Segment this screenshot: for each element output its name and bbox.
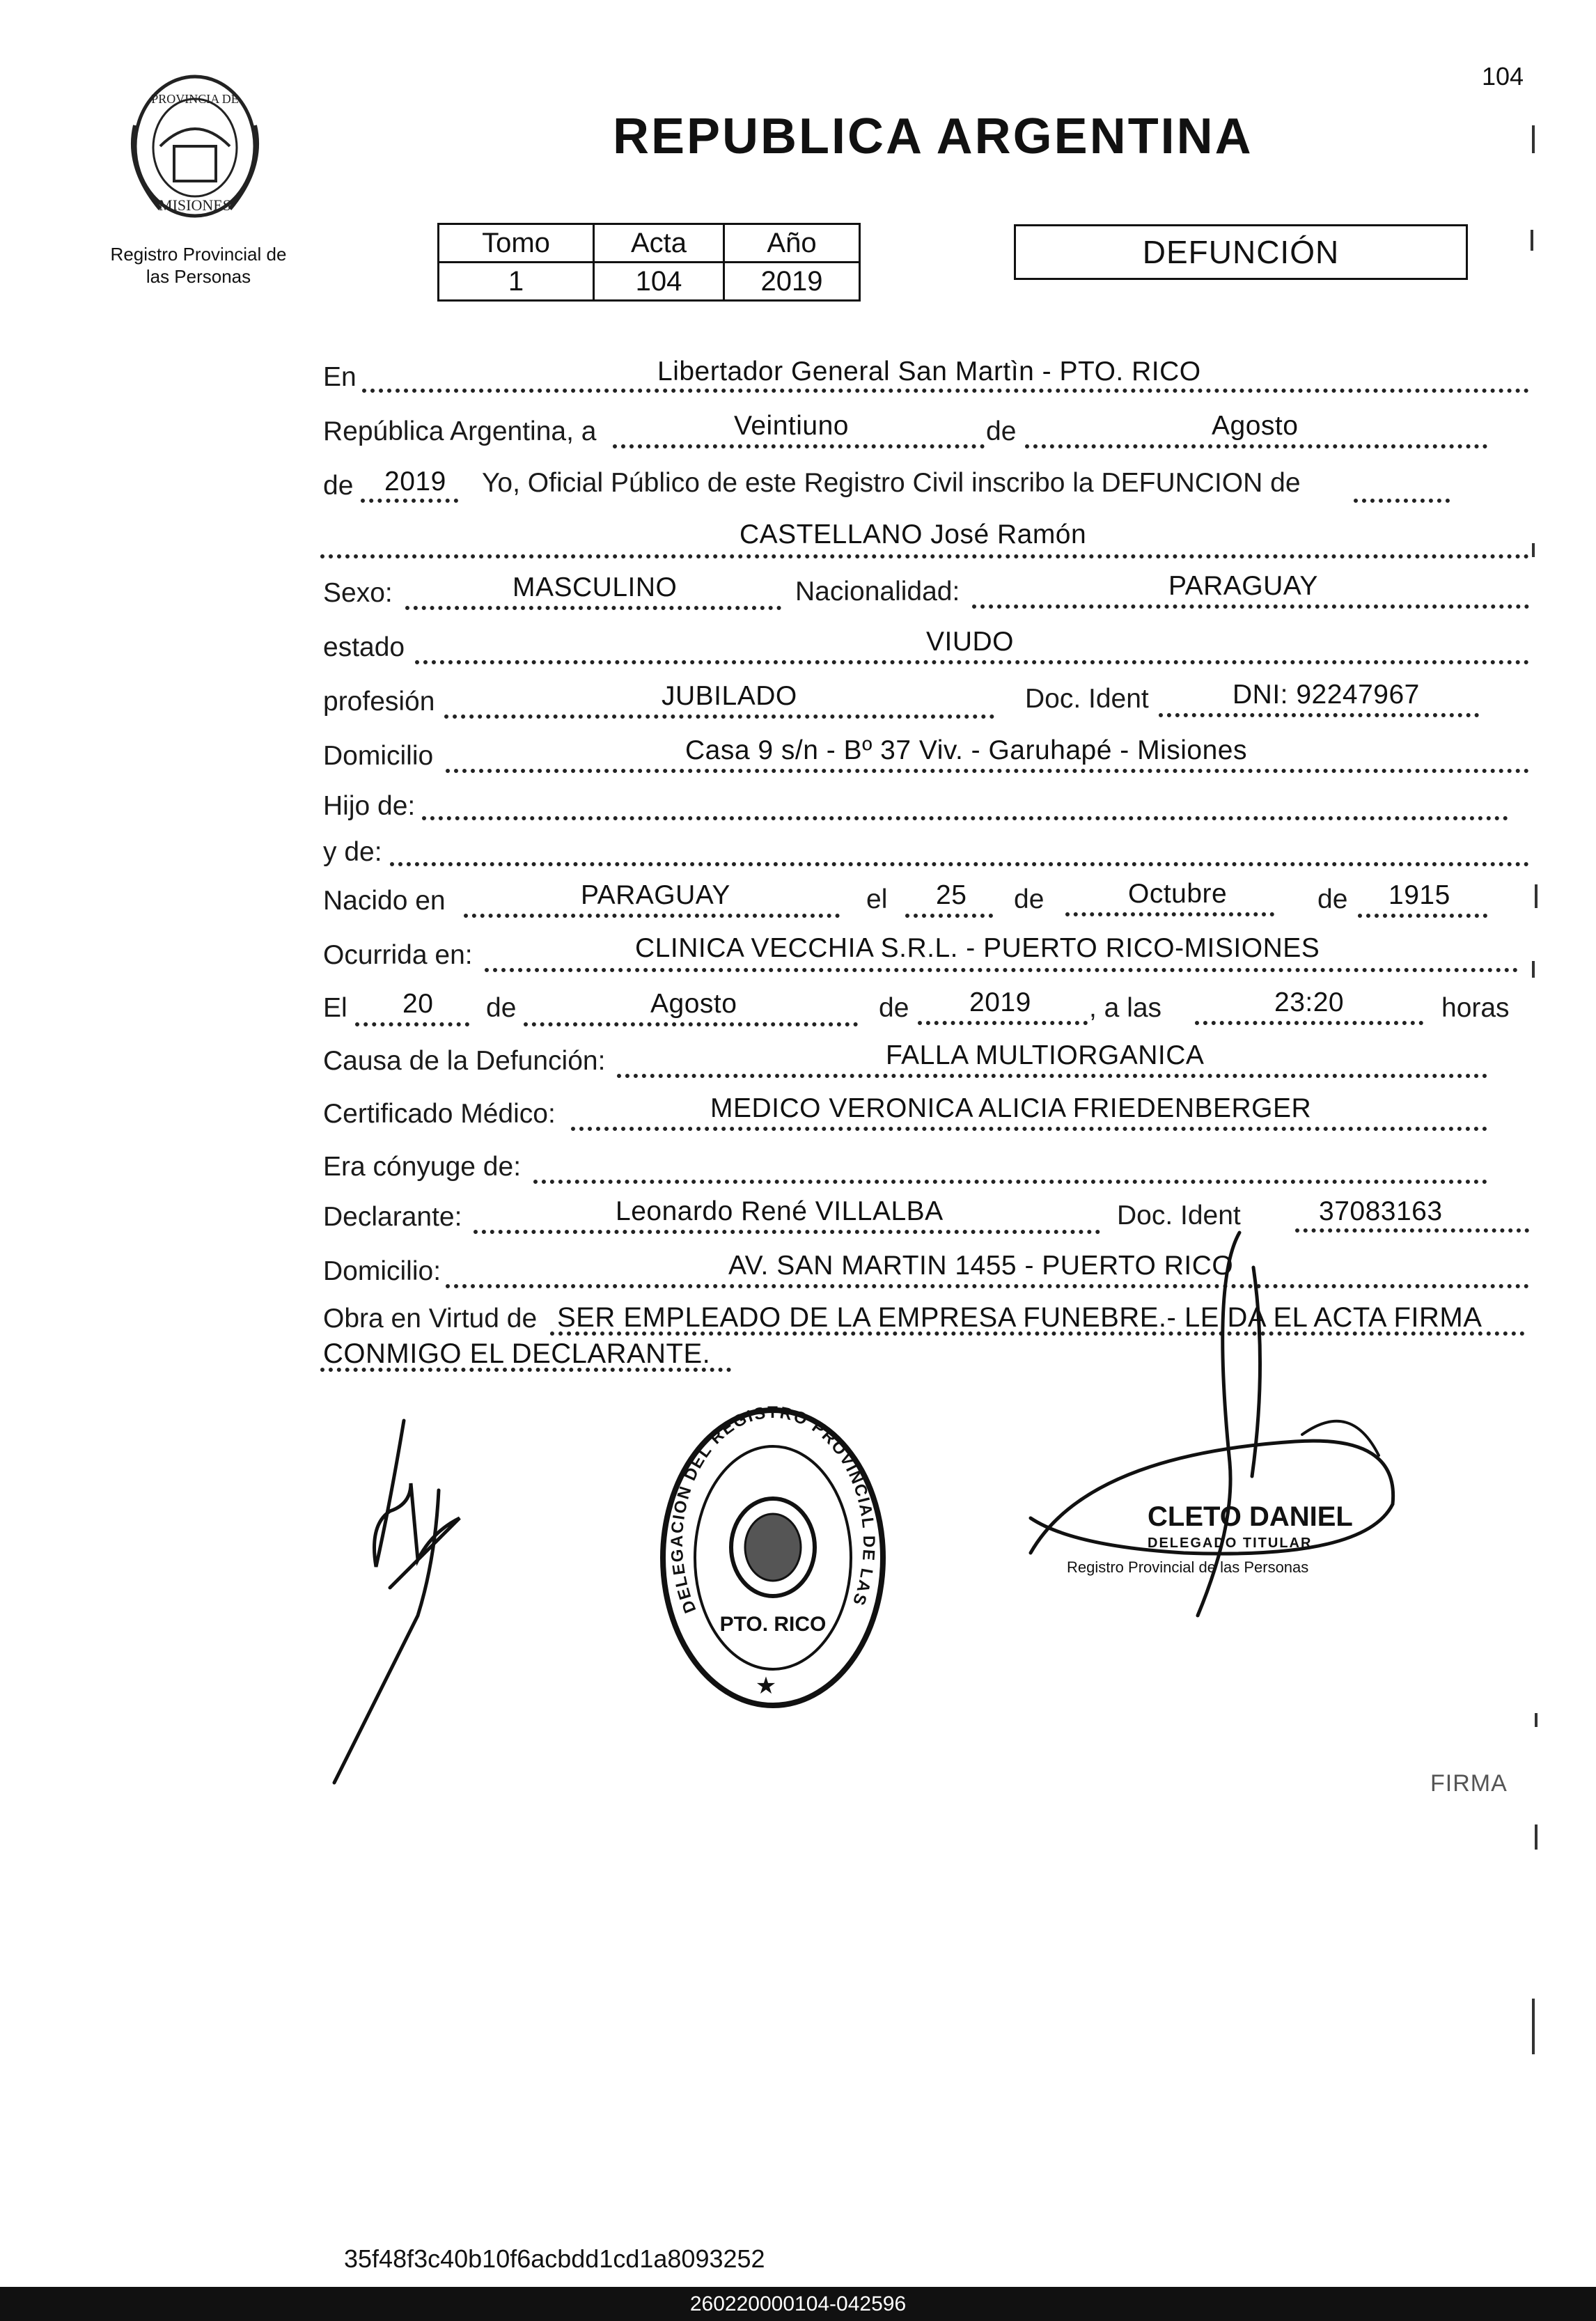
hour-value: 23:20: [1274, 987, 1345, 1017]
conyuge-label: Era cónyuge de:: [323, 1152, 522, 1182]
causa-value: FALLA MULTIORGANICA: [886, 1040, 1205, 1070]
sexo-value: MASCULINO: [513, 572, 678, 602]
doc2-value: 37083163: [1319, 1196, 1443, 1226]
de3-label: de: [1014, 884, 1045, 914]
page-number: 104: [1482, 62, 1524, 91]
death-month-value: Agosto: [650, 989, 737, 1019]
stamp-org: Registro Provincial de las Personas: [1067, 1558, 1309, 1576]
month-value: Agosto: [1212, 411, 1299, 441]
el2-label: El: [323, 993, 347, 1023]
obra-label: Obra en Virtud de: [323, 1304, 538, 1334]
place-value: Libertador General San Martìn - PTO. RICO: [657, 357, 1201, 386]
obra-line1: SER EMPLEADO DE LA EMPRESA FUNEBRE.- LEIDA EL ACTA FIRMA: [557, 1302, 1482, 1333]
doc-ident-label: Doc. Ident: [1025, 684, 1149, 714]
doc2-label: Doc. Ident: [1117, 1201, 1241, 1230]
domicilio-value: Casa 9 s/n - Bº 37 Viv. - Garuhapé - Misiones: [685, 735, 1247, 765]
profesion-value: JUBILADO: [662, 681, 797, 711]
document-hash: 35f48f3c40b10f6acbdd1cd1a8093252: [344, 2244, 765, 2273]
barcode-id: 260220000104-042596: [689, 2292, 907, 2315]
certificado-value: MEDICO VERONICA ALICIA FRIEDENBERGER: [710, 1093, 1312, 1123]
domicilio2-label: Domicilio:: [323, 1256, 441, 1286]
domicilio2-value: AV. SAN MARTIN 1455 - PUERTO RICO: [728, 1251, 1234, 1281]
barcode-id-bar: [0, 2287, 1596, 2321]
official-signature: [822, 1226, 1407, 1657]
hijo-de-label: Hijo de:: [323, 791, 416, 821]
seal-ring-text: DELEGACION DEL REGISTRO PROVINCIAL DE LAS: [667, 1403, 879, 1616]
inscribe-text: Yo, Oficial Público de este Registro Civil inscribo la DEFUNCION de: [482, 468, 1301, 498]
table-value-tomo: 1: [439, 263, 594, 301]
table-value-acta: 104: [594, 263, 724, 301]
reference-table: [437, 223, 861, 302]
de-label: de: [986, 416, 1017, 446]
svg-text:MISIONES: MISIONES: [159, 196, 231, 214]
act-type-box: DEFUNCIÓN: [1014, 224, 1468, 280]
registry-name-line1: Registro Provincial de: [110, 244, 287, 265]
stamp-name: CLETO DANIEL: [1148, 1501, 1353, 1532]
table-header-tomo: Tomo: [439, 224, 594, 263]
certificado-label: Certificado Médico:: [323, 1099, 556, 1129]
deceased-name: CASTELLANO José Ramón: [740, 519, 1087, 549]
registry-name-line2: las Personas: [146, 266, 251, 287]
de2-label: de: [323, 471, 354, 501]
death-day-value: 20: [402, 989, 434, 1019]
republica-label: República Argentina, a: [323, 416, 597, 446]
seal-center-text: PTO. RICO: [719, 1613, 827, 1636]
de5-label: de: [486, 993, 517, 1023]
y-de-label: y de:: [323, 837, 382, 867]
nacido-value: PARAGUAY: [581, 880, 730, 910]
en-label: En: [323, 362, 357, 392]
year-value: 2019: [384, 467, 446, 497]
document-title: REPUBLICA ARGENTINA: [613, 109, 1253, 164]
ocurrida-value: CLINICA VECCHIA S.R.L. - PUERTO RICO-MISIONES: [635, 933, 1320, 963]
svg-text:★: ★: [755, 1673, 777, 1699]
nacido-label: Nacido en: [323, 886, 446, 916]
obra-line2: CONMIGO EL DECLARANTE.: [323, 1338, 711, 1369]
coat-of-arms-emblem: [118, 70, 272, 223]
day-words-value: Veintiuno: [734, 411, 849, 441]
causa-label: Causa de la Defunción:: [323, 1046, 606, 1076]
profesion-label: profesión: [323, 687, 435, 717]
el-label: el: [866, 884, 888, 914]
table-value-ano: 2019: [724, 263, 860, 301]
de6-label: de: [879, 993, 909, 1023]
declarante-label: Declarante:: [323, 1202, 462, 1232]
declarante-value: Leonardo René VILLALBA: [616, 1196, 944, 1226]
birth-year-value: 1915: [1388, 880, 1450, 910]
a-las-label: , a las: [1089, 993, 1162, 1023]
doc-ident-value: DNI: 92247967: [1233, 680, 1420, 710]
estado-label: estado: [323, 632, 405, 662]
table-header-acta: Acta: [594, 224, 724, 263]
domicilio-label: Domicilio: [323, 741, 434, 771]
birth-day-value: 25: [936, 880, 967, 910]
stamp-role: DELEGADO TITULAR: [1148, 1535, 1313, 1551]
margin-firma-text: FIRMA: [1430, 1770, 1508, 1797]
svg-text:PROVINCIA DE: PROVINCIA DE: [151, 92, 239, 106]
horas-label: horas: [1441, 993, 1510, 1023]
declarant-signature: [306, 1407, 529, 1797]
birth-month-value: Octubre: [1128, 879, 1228, 909]
death-year-value: 2019: [969, 987, 1031, 1017]
sexo-label: Sexo:: [323, 578, 393, 608]
nacionalidad-label: Nacionalidad:: [795, 577, 960, 607]
estado-value: VIUDO: [926, 627, 1015, 657]
de4-label: de: [1317, 884, 1348, 914]
table-header-ano: Año: [724, 224, 860, 263]
ocurrida-label: Ocurrida en:: [323, 940, 473, 970]
nacionalidad-value: PARAGUAY: [1168, 571, 1318, 601]
